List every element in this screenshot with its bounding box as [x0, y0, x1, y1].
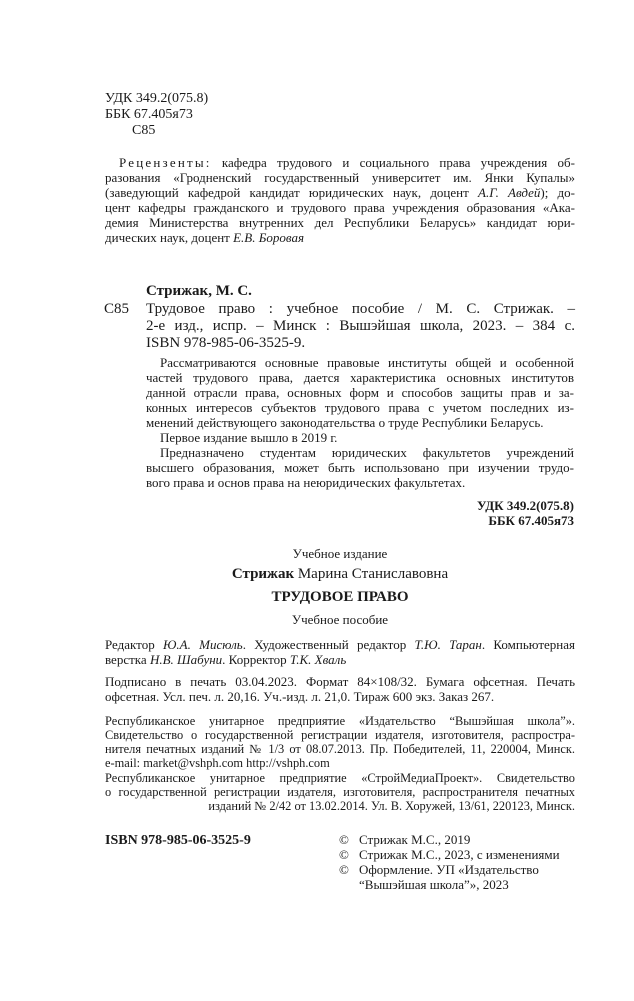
printer-line-2: о государственной регистрации издателя, изготовителя, распространителя печатных	[105, 785, 575, 799]
printer-block	[105, 771, 575, 813]
annotation-line: менений действующего законодательства о труде Республики Беларусь.	[146, 415, 544, 430]
reviewers-block	[105, 155, 575, 245]
editors-block	[105, 637, 575, 667]
reviewers-line-5: демия Министерства внутренних дел Республики Беларусь» кандидат юри-	[105, 215, 575, 230]
bib-code: С85	[104, 301, 130, 317]
copyright-line: © Оформление. УП «Издательство	[339, 862, 539, 877]
publisher-line-4: e-mail: market@vshph.com http://vshph.com	[105, 756, 330, 770]
print-details	[105, 674, 575, 704]
audience-line: высшего образования, может быть использовано при изучении трудо-	[146, 460, 574, 475]
reviewers-line-3: (заведующий кафедрой кандидат юридических наук, доцент А.Г. Авдей); до-	[105, 185, 575, 200]
bbk-code: ББК 67.405я73	[105, 107, 193, 122]
reviewers-line-6: дических наук, доцент Е.В. Боровая	[105, 230, 305, 245]
editor-name: Ю.А. Мисюль	[163, 637, 243, 652]
classification-block	[105, 91, 208, 139]
annotation-line: частей трудового права, дается характеристика основных институтов	[146, 370, 574, 385]
audience-line: вого права и основ права на неюридических факультетах.	[146, 475, 466, 490]
layout-name: Н.В. Шабуни	[149, 652, 223, 667]
print-line-1: Подписано в печать 03.04.2023. Формат 84×108/32. Бумага офсетная. Печать	[105, 674, 575, 689]
reviewer-name-borovaya: Е.В. Боровая	[233, 230, 305, 245]
bib-author: Стрижак, М. С.	[146, 283, 252, 299]
udk-code-repeat: УДК 349.2(075.8)	[476, 498, 574, 513]
reviewers-label: Рецензенты:	[119, 155, 212, 170]
classification-repeat	[400, 498, 574, 528]
copyright-icon: ©	[339, 862, 349, 877]
publisher-line-3: нителя печатных изданий № 1/3 от 08.07.2013. Пр. Победителей, 11, 220004, Минск.	[105, 742, 575, 756]
udk-code: УДК 349.2(075.8)	[105, 91, 209, 106]
bib-line-2: 2-е изд., испр. – Минск : Вышэйшая школа, 2023. – 384 с.	[146, 318, 575, 334]
audience-line: Предназначено студентам юридических факультетов учреждений	[160, 445, 574, 460]
copyright-line: “Вышэйшая школа”», 2023	[359, 877, 509, 892]
printer-line-1: Республиканское унитарное предприятие «СтройМедиаПроект». Свидетельство	[105, 771, 575, 785]
copyright-block	[339, 832, 579, 892]
annotation-line: конных интересов субъектов трудового права с учетом последних из-	[146, 400, 574, 415]
book-title: ТРУДОВОЕ ПРАВО	[271, 589, 409, 605]
annotation-line: данной отрасли права, основных форм и способов защиты прав и за-	[146, 385, 574, 400]
copyright-line: © Стрижак М.С., 2023, с изменениями	[339, 847, 560, 862]
art-editor-name: Т.Ю. Таран	[414, 637, 482, 652]
editors-line-1: Редактор Ю.А. Мисюль. Художественный редактор Т.Ю. Таран. Компьютерная	[105, 637, 575, 652]
bib-line-3: ISBN 978-985-06-3525-9.	[146, 335, 306, 351]
bbk-code-repeat: ББК 67.405я73	[488, 513, 574, 528]
copyright-icon: ©	[339, 832, 349, 847]
editors-line-2: верстка Н.В. Шабуни. Корректор Т.К. Хваль	[105, 652, 347, 667]
reviewer-name-avdei: А.Г. Авдей	[478, 185, 541, 200]
annotation-line: Рассматриваются основные правовые институты общей и особенной	[160, 355, 574, 370]
publisher-block	[105, 714, 575, 770]
first-edition-note: Первое издание вышло в 2019 г.	[160, 430, 338, 445]
edition-type: Учебное издание	[292, 546, 388, 561]
annotation-block	[146, 355, 574, 490]
corrector-name: Т.К. Хваль	[289, 652, 347, 667]
book-subtitle: Учебное пособие	[291, 612, 389, 627]
reviewers-line-1: Рецензенты: кафедра трудового и социального права учреждения об-	[119, 155, 575, 170]
copyright-line: © Стрижак М.С., 2019	[339, 832, 471, 847]
bib-line-1: Трудовое право : учебное пособие / М. С. Стрижак. –	[146, 301, 575, 317]
print-line-2: офсетная. Усл. печ. л. 20,16. Уч.-изд. л. 21,0. Тираж 600 экз. Заказ 267.	[105, 689, 495, 704]
bib-record	[146, 301, 575, 352]
reviewers-line-4: цент кафедры гражданского и трудового права учреждения образования «Ака-	[105, 200, 575, 215]
author-code: С85	[132, 123, 156, 138]
footer-isbn: ISBN 978-985-06-3525-9	[105, 833, 251, 848]
publisher-line-1: Республиканское унитарное предприятие «Издательство “Вышэйшая школа”».	[105, 714, 575, 728]
reviewers-line-2: разования «Гродненский государственный университет им. Янки Купалы»	[105, 170, 575, 185]
printer-line-3: изданий № 2/42 от 13.02.2014. Ул. В. Хоружей, 13/61, 220123, Минск.	[208, 799, 575, 813]
copyright-icon: ©	[339, 847, 349, 862]
publisher-line-2: Свидетельство о государственной регистрации издателя, изготовителя, распростра-	[105, 728, 575, 742]
author-full-name: Стрижак Марина Станиславовна	[231, 566, 449, 582]
